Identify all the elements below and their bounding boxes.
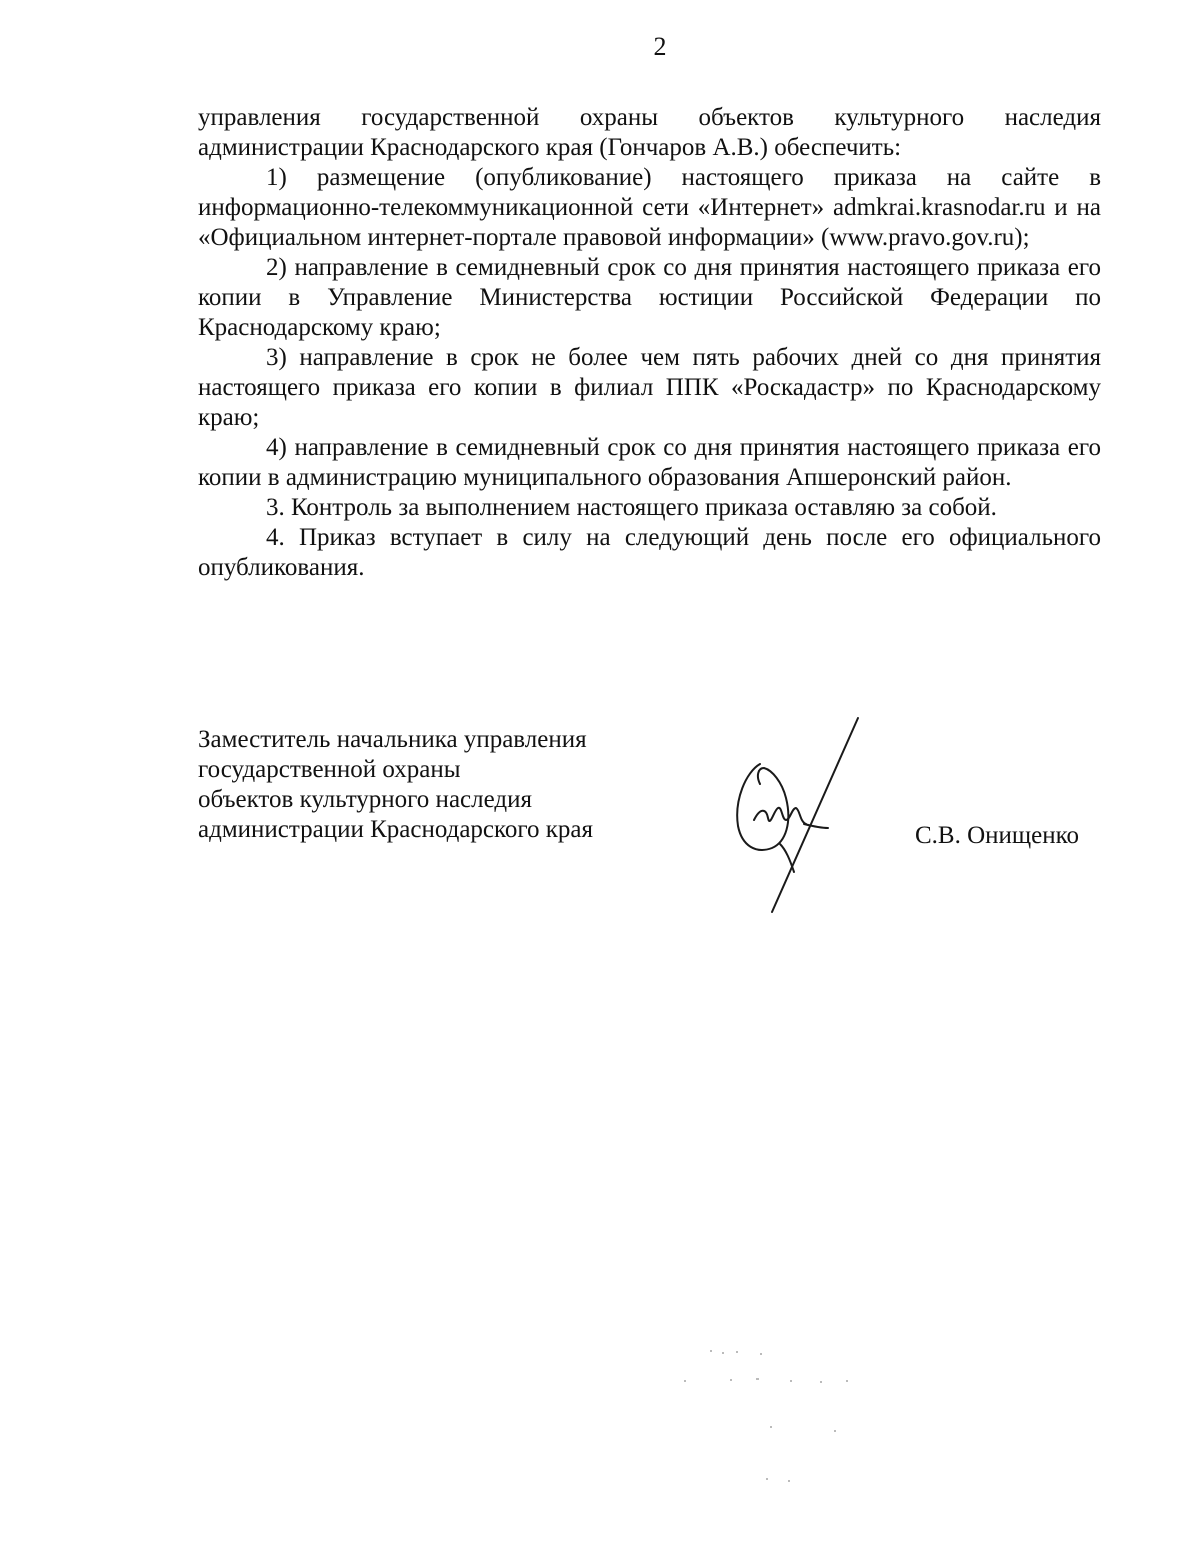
signer-name: С.В. Онищенко [915, 822, 1080, 849]
position-line: государственной охраны [198, 756, 461, 783]
document-body [198, 103, 1101, 583]
paragraph-item-3: 3) направление в срок не более чем пять рабочих дней со дня принятия настоящего приказа его копии в филиал ППК «Роскадастр» по Краснодарскому краю; [198, 344, 1101, 431]
paragraph-intro: управления государственной охраны объектов культурного наследия администрации Краснодарского края (Гончаров А.В.) обеспечить: [198, 104, 1101, 161]
paragraph-item-1: 1) размещение (опубликование) настоящего приказа на сайте в информационно-телекоммуникационной сети «Интернет» admkrai.krasnodar.ru и на «Официальном интернет-портале правовой информации» (www.pravo.gov.ru); [198, 164, 1101, 251]
paragraph-effective-date: 4. Приказ вступает в силу на следующий день после его официального опубликования. [198, 524, 1101, 581]
position-line: администрации Краснодарского края [198, 816, 594, 843]
paragraph-item-4: 4) направление в семидневный срок со дня принятия настоящего приказа его копии в администрацию муниципального образования Апшеронский район. [198, 434, 1101, 491]
page-number: 2 [653, 32, 667, 61]
signatory-position [198, 725, 593, 845]
scan-noise [670, 1340, 870, 1500]
position-line: объектов культурного наследия [198, 786, 532, 813]
position-line: Заместитель начальника управления [198, 726, 587, 753]
signature-icon [720, 712, 870, 922]
paragraph-control: 3. Контроль за выполнением настоящего приказа оставляю за собой. [266, 494, 997, 521]
paragraph-item-2: 2) направление в семидневный срок со дня принятия настоящего приказа его копии в Управление Министерства юстиции Российской Федерации по Краснодарскому краю; [198, 254, 1101, 341]
